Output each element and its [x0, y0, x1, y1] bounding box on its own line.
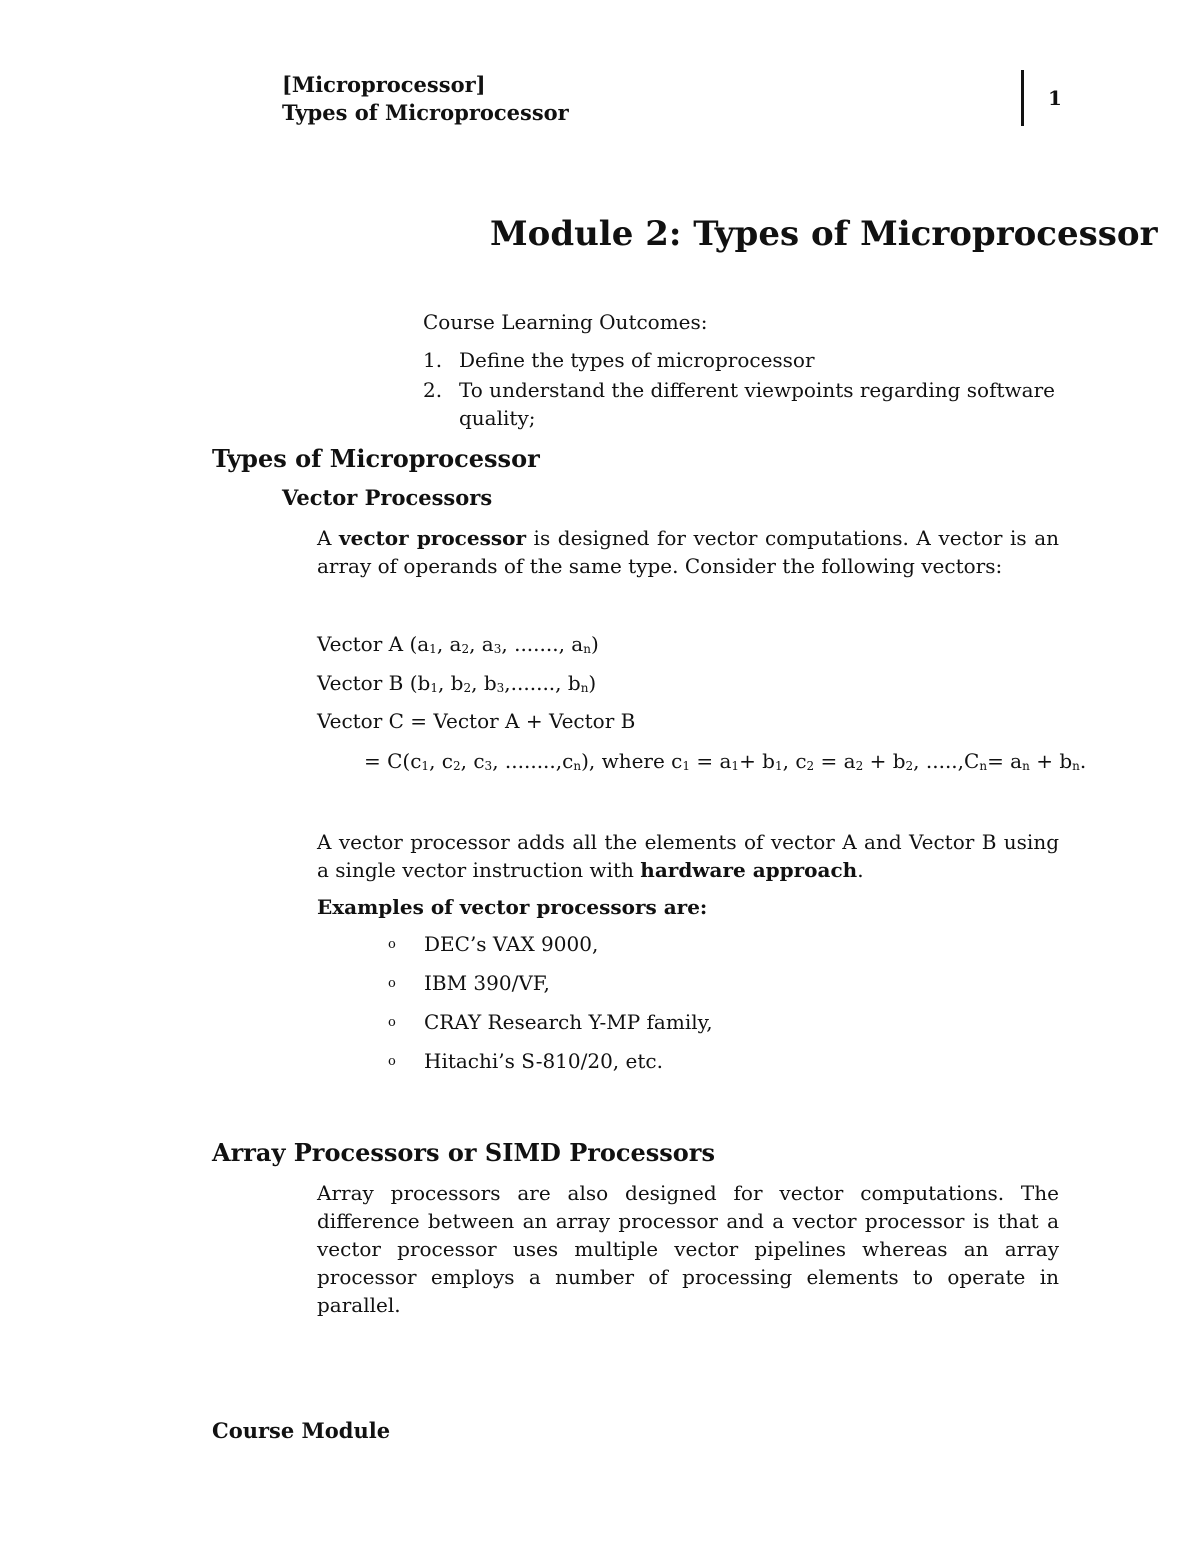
list-item [388, 1010, 713, 1049]
bold-term: hardware approach [640, 858, 858, 882]
example-text: Hitachi’s S-810/20, etc. [424, 1049, 663, 1073]
bold-term: vector processor [339, 526, 526, 550]
header-title: [Microprocessor] [282, 72, 486, 97]
example-text: CRAY Research Y-MP family, [424, 1010, 713, 1034]
subheading-vector-processors: Vector Processors [282, 485, 493, 510]
section-heading-types: Types of Microprocessor [212, 444, 540, 473]
bullet-circle-icon: o [388, 976, 396, 991]
list-item [388, 932, 713, 971]
vector-equation: = $C(c_1$, $c_2$, $c_3$, $........,c_n$), where $c_1 = a_1+ b_1$, $c_2 = a_2 + b_2$, $.....,C_n= a_n + b_n$. [364, 749, 1087, 773]
text-run: A vector processor adds all the elements of vector A and Vector B using a single vector instruction with [317, 830, 1059, 882]
array-processor-paragraph: Array processors are also designed for vector computations. The difference between an array processor and a vector processor is that a vector processor uses multiple vector pipelines whereas an array processor employs a number of processing elements to operate in parallel. [317, 1181, 1059, 1317]
outcome-number: 1. [423, 348, 443, 372]
list-item [388, 971, 713, 1010]
outcome-text: Define the types of microprocessor [459, 348, 815, 372]
outcomes-list [423, 346, 1063, 434]
examples-list [388, 932, 713, 1088]
module-title: Module 2: Types of Microprocessor [490, 214, 1158, 254]
footer-course-module: Course Module [212, 1418, 391, 1443]
section-heading-array: Array Processors or SIMD Processors [212, 1138, 715, 1167]
vector-a-line: Vector A ($a_1$, $a_2$, $a_3$, ......., $a_n$) [317, 632, 599, 656]
outcome-item [423, 376, 1063, 432]
header-divider [1021, 70, 1024, 126]
vector-c-line: Vector C = Vector A + Vector B [317, 709, 636, 733]
example-text: DEC’s VAX 9000, [424, 932, 599, 956]
bullet-circle-icon: o [388, 1015, 396, 1030]
page-number: 1 [1048, 86, 1062, 110]
text-run: A [317, 526, 340, 550]
outcome-number: 2. [423, 378, 443, 402]
outcome-text: To understand the different viewpoints regarding software quality; [459, 378, 1055, 430]
text-run: . [857, 858, 864, 882]
list-item [388, 1049, 713, 1088]
bullet-circle-icon: o [388, 937, 396, 952]
outcomes-label: Course Learning Outcomes: [423, 310, 708, 334]
vector-processor-paragraph [317, 524, 1059, 580]
text-run: is designed for vector computations. A vector is an array of operands of the same type. Consider the following vectors: [317, 526, 1059, 578]
vector-b-line: Vector B ($b_1$, $b_2$, $b_3$,......., $b_n$) [317, 671, 597, 695]
hardware-approach-paragraph [317, 828, 1059, 884]
example-text: IBM 390/VF, [424, 971, 550, 995]
outcome-item [423, 346, 1063, 374]
bullet-circle-icon: o [388, 1054, 396, 1069]
header-subtitle: Types of Microprocessor [282, 100, 569, 125]
examples-label: Examples of vector processors are: [317, 895, 708, 919]
